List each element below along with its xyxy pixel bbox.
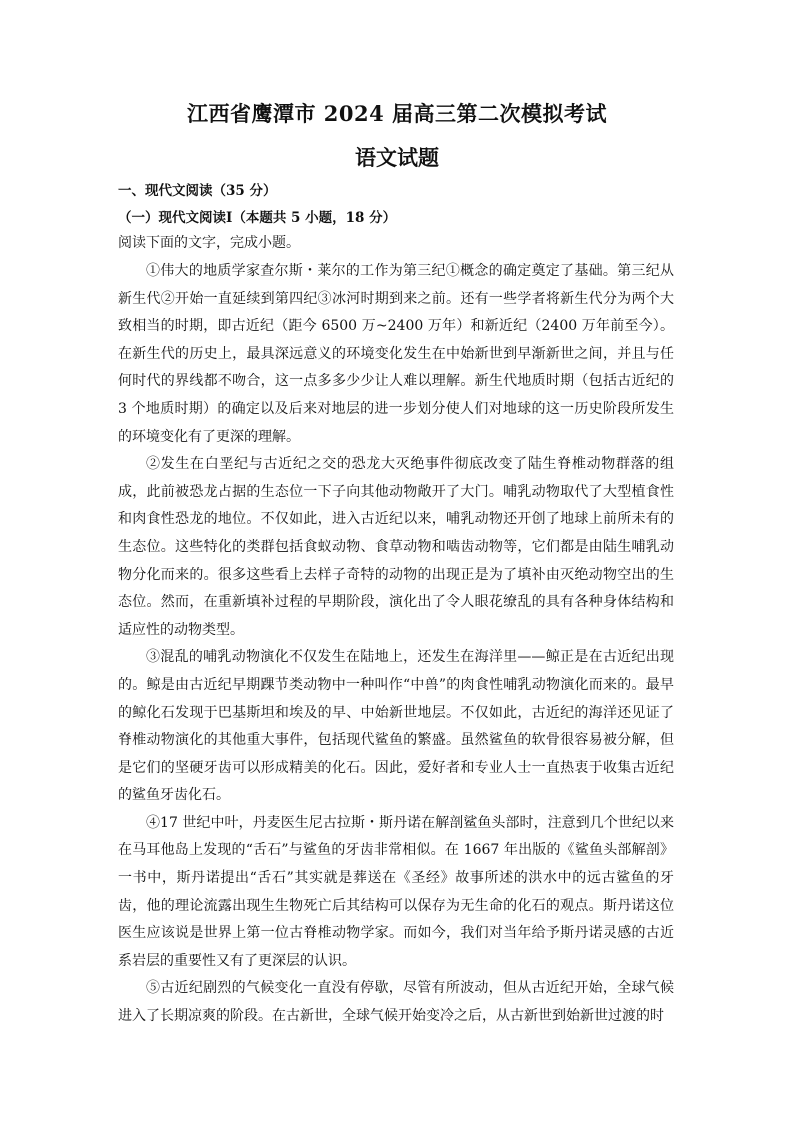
subsection-heading: （一）现代文阅读Ⅰ（本题共 5 小题，18 分） [118,210,397,226]
section-heading: 一、现代文阅读（35 分） [118,183,277,199]
exam-title: 江西省鹰潭市 2024 届高三第二次模拟考试 [186,101,608,126]
passage-paragraph-1: ①伟大的地质学家查尔斯・莱尔的工作为第三纪①概念的确定奠定了基础。第三纪从新生代②开始一直延续到第四纪③冰河时期到来之前。还有一些学者将新生代分为两个大致相当的时期，即古近纪（距今 6500 万~2400 万年）和新近纪（2400 万年前至今）。在新生代的历史上，最具深远意义的环境变化发生在中始新世到早渐新世之间，并且与任何时代的界线都不吻合，这一点多多少少让人难以理解。新生代地质时期（包括古近纪的 3 个地质时期）的确定以及后来对地层的进一步划分使人们对地球的这一历史阶段所发生的环境变化有了更深的理解。 [118,263,674,445]
passage-body [118,258,674,1031]
reading-instruction: 阅读下面的文字，完成小题。 [118,235,300,251]
passage-paragraph-3: ③混乱的哺乳动物演化不仅发生在陆地上，还发生在海洋里——鲸正是在古近纪出现的。鲸是由古近纪早期踝节类动物中一种叫作“中兽”的肉食性哺乳动物演化而来的。最早的鲸化石发现于巴基斯坦和埃及的早、中始新世地层。不仅如此，古近纪的海洋还见证了脊椎动物演化的其他重大事件，包括现代鲨鱼的繁盛。虽然鲨鱼的软骨很容易被分解，但是它们的坚硬牙齿可以形成精美的化石。因此，爱好者和专业人士一直热衷于收集古近纪的鲨鱼牙齿化石。 [118,649,674,804]
exam-subtitle: 语文试题 [355,145,439,170]
passage-paragraph-4: ④17 世纪中叶，丹麦医生尼古拉斯・斯丹诺在解剖鲨鱼头部时，注意到几个世纪以来在马耳他岛上发现的“舌石”与鲨鱼的牙齿非常相似。在 1667 年出版的《鲨鱼头部解剖》一书中，斯丹诺提出“舌石”其实就是葬送在《圣经》故事所述的洪水中的远古鲨鱼的牙齿，他的理论流露出现生生物死亡后其结构可以保存为无生命的化石的观点。斯丹诺这位医生应该说是世界上第一位古脊椎动物学家。而如今，我们对当年给予斯丹诺灵感的古近系岩层的重要性又有了更深层的认识。 [118,814,674,969]
passage-paragraph-5: ⑤古近纪剧烈的气候变化一直没有停歇，尽管有所波动，但从古近纪开始，全球气候进入了长期凉爽的阶段。在古新世，全球气候开始变冷之后，从古新世到始新世过渡的时 [118,980,674,1025]
passage-paragraph-2: ②发生在白垩纪与古近纪之交的恐龙大灭绝事件彻底改变了陆生脊椎动物群落的组成，此前被恐龙占据的生态位一下子向其他动物敞开了大门。哺乳动物取代了大型植食性和肉食性恐龙的地位。不仅如此，进入古近纪以来，哺乳动物还开创了地球上前所未有的生态位。这些特化的类群包括食蚁动物、食草动物和啮齿动物等，它们都是由陆生哺乳动物分化而来的。很多这些看上去样子奇特的动物的出现正是为了填补由灭绝动物空出的生态位。然而，在重新填补过程的早期阶段，演化出了令人眼花缭乱的具有各种身体结构和适应性的动物类型。 [118,456,674,638]
